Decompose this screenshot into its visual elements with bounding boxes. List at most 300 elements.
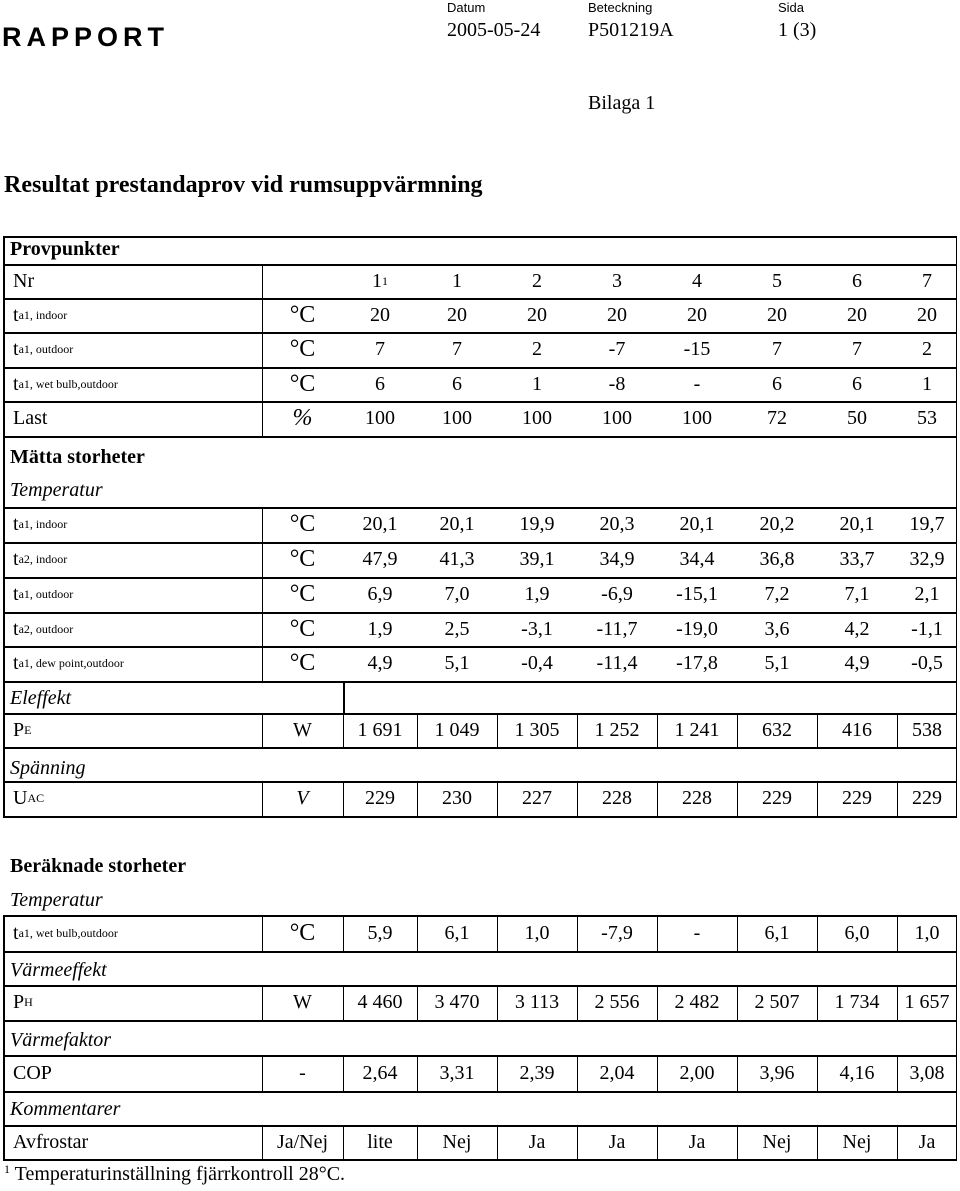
- value-cell: [737, 781, 817, 816]
- value-cell: [817, 264, 897, 298]
- value-cell: [657, 401, 737, 436]
- value-text: 36,8: [759, 548, 795, 570]
- value-text: 34,9: [599, 548, 635, 570]
- value-cell: [497, 401, 577, 436]
- varmeeffekt-heading: Värmeeffekt: [10, 959, 107, 981]
- value-text: 100: [365, 407, 395, 429]
- table-row: [0, 612, 960, 646]
- row-label: [3, 507, 262, 542]
- value-text: 20: [767, 303, 787, 326]
- value-text: 4,16: [839, 1061, 875, 1084]
- value-text: 33,7: [839, 548, 875, 570]
- table-rule: [262, 781, 263, 816]
- value-cell: [657, 781, 737, 816]
- table-rule: [497, 781, 498, 816]
- value-text: 20: [607, 303, 627, 326]
- value-cell: [897, 298, 957, 332]
- value-text: 2,04: [599, 1061, 635, 1084]
- value-text: 1 657: [904, 991, 950, 1013]
- value-cell: [817, 367, 897, 401]
- value-text: 632: [762, 718, 792, 741]
- value-cell: [897, 646, 957, 681]
- value-cell: [737, 298, 817, 332]
- varmefaktor-heading: Värmefaktor: [10, 1029, 112, 1051]
- value-text: 229: [912, 787, 942, 809]
- value-text: 1 691: [357, 718, 403, 741]
- value-cell: [737, 401, 817, 436]
- value-cell: [897, 401, 957, 436]
- value-cell: [577, 264, 657, 298]
- value-cell: [417, 264, 497, 298]
- value-text: -7: [608, 338, 626, 360]
- row-label: [3, 542, 262, 577]
- value-text: 3 113: [514, 991, 560, 1013]
- value-cell: [497, 646, 577, 681]
- value-cell: [577, 1055, 657, 1091]
- table-rule: [657, 915, 658, 951]
- value-text: -: [693, 372, 701, 395]
- value-cell: [737, 264, 817, 298]
- table-rule: [956, 747, 958, 781]
- value-cell: [577, 985, 657, 1020]
- value-text: 6,1: [764, 921, 790, 944]
- value-cell: [417, 985, 497, 1020]
- row-label-text: t: [13, 583, 19, 605]
- value-cell: [343, 713, 417, 747]
- row-label-text: P: [13, 991, 25, 1013]
- value-cell: [737, 985, 817, 1020]
- table-rule: [262, 264, 263, 298]
- value-cell: [737, 332, 817, 367]
- unit-cell: Ja/Nej: [276, 1130, 329, 1153]
- bilaga-label: Bilaga 1: [588, 92, 656, 114]
- value-text: Ja: [608, 1130, 626, 1153]
- value-cell: [897, 612, 957, 646]
- table-rule: [956, 1091, 958, 1125]
- table-rule: [262, 713, 263, 747]
- value-text: 6: [852, 269, 862, 292]
- value-cell: [343, 985, 417, 1020]
- beteckning-value: P501219A: [588, 19, 674, 41]
- value-text: 5,1: [764, 652, 790, 674]
- value-cell: [577, 781, 657, 816]
- table-rule: [262, 542, 263, 577]
- value-cell: [897, 1125, 957, 1159]
- table-row: [0, 915, 960, 951]
- value-text: 1,0: [914, 921, 940, 944]
- value-text: 229: [762, 787, 792, 809]
- value-text: 1: [452, 269, 462, 292]
- table-rule: [497, 1125, 498, 1159]
- unit-cell: °C: [289, 581, 316, 607]
- beraknade-heading: Beräknade storheter: [10, 855, 187, 877]
- value-cell: [657, 915, 737, 951]
- value-text: 6: [772, 372, 782, 395]
- value-text: 2: [922, 338, 932, 360]
- table-rule: [956, 1020, 958, 1055]
- table-rule: [897, 713, 898, 747]
- value-text: -0,4: [521, 652, 553, 674]
- row-label-text: t: [13, 652, 19, 674]
- table-rule: [343, 713, 344, 747]
- value-cell: [817, 781, 897, 816]
- provpunkter-heading: Provpunkter: [10, 238, 120, 260]
- value-cell: [897, 985, 957, 1020]
- value-cell: [343, 401, 417, 436]
- value-cell: [897, 781, 957, 816]
- value-text: 3,6: [764, 617, 790, 640]
- table-rule: [343, 985, 344, 1020]
- unit-cell: %: [292, 405, 313, 431]
- table-rule: [817, 781, 818, 816]
- unit-cell: W: [293, 991, 312, 1013]
- value-cell: [737, 507, 817, 542]
- table-rule: [737, 1055, 738, 1091]
- value-cell: [343, 1125, 417, 1159]
- value-text: Ja: [528, 1130, 546, 1153]
- value-text: -: [693, 921, 701, 944]
- unit-cell: V: [296, 787, 309, 809]
- value-text: 19,7: [909, 513, 945, 535]
- unit-cell: -: [299, 1061, 306, 1084]
- value-text: Ja: [918, 1130, 936, 1153]
- table-rule: [343, 915, 344, 951]
- table-rule: [3, 436, 5, 472]
- page-title: Resultat prestandaprov vid rumsuppvärmning: [4, 172, 483, 198]
- value-text: 5,9: [367, 921, 393, 944]
- row-label-text: Nr: [13, 269, 35, 292]
- table-rule: [956, 436, 958, 472]
- value-cell: [577, 367, 657, 401]
- value-cell: [737, 542, 817, 577]
- value-cell: [737, 367, 817, 401]
- value-text: 4: [692, 269, 702, 292]
- value-cell: [577, 915, 657, 951]
- value-cell: [737, 1055, 817, 1091]
- table-rule: [956, 236, 958, 264]
- value-cell: [897, 367, 957, 401]
- row-label-text: U: [13, 787, 28, 809]
- value-text: 1 734: [834, 991, 880, 1013]
- table-rule: [737, 713, 738, 747]
- value-text: 34,4: [679, 548, 715, 570]
- value-text: 39,1: [519, 548, 555, 570]
- value-text: 2: [532, 338, 542, 360]
- value-text: 20,1: [362, 513, 398, 535]
- unit-cell: °C: [289, 919, 316, 946]
- value-cell: [897, 577, 957, 612]
- value-text: 19,9: [519, 513, 555, 535]
- value-cell: [817, 646, 897, 681]
- value-text: -6,9: [601, 583, 633, 605]
- value-cell: [577, 646, 657, 681]
- unit-cell: [262, 264, 343, 298]
- row-label-subscript: a1, outdoor: [18, 342, 74, 356]
- value-cell: [657, 985, 737, 1020]
- value-cell: [817, 1125, 897, 1159]
- value-text: 1 252: [594, 718, 640, 741]
- value-cell: [817, 985, 897, 1020]
- value-cell: [417, 401, 497, 436]
- value-cell: [497, 367, 577, 401]
- row-label: [3, 713, 262, 747]
- table-rule: [262, 985, 263, 1020]
- value-text: -7,9: [601, 921, 633, 944]
- table-rule: [3, 472, 5, 507]
- value-cell: [897, 542, 957, 577]
- value-cell: [497, 298, 577, 332]
- table-rule: [262, 577, 263, 612]
- value-text: 3,08: [909, 1061, 945, 1084]
- value-text: 1,0: [524, 921, 550, 944]
- value-text: 7: [772, 338, 782, 360]
- table-rule: [3, 1091, 957, 1093]
- row-label-subscript: a1, outdoor: [18, 587, 74, 601]
- value-cell: [737, 646, 817, 681]
- value-text: 230: [442, 787, 472, 809]
- table-rule: [417, 915, 418, 951]
- value-text: 1,9: [524, 583, 550, 605]
- value-text: Nej: [762, 1130, 792, 1153]
- value-text: 3,96: [759, 1061, 795, 1084]
- value-text: 7,0: [444, 583, 470, 605]
- row-label-subscript: a2, indoor: [18, 552, 68, 566]
- table-rule: [262, 1125, 263, 1159]
- unit-cell: °C: [289, 615, 316, 642]
- value-text: 1: [922, 372, 932, 395]
- table-rule: [262, 401, 263, 436]
- table-rule: [343, 781, 344, 816]
- value-text: 32,9: [909, 548, 945, 570]
- row-label: [3, 1125, 262, 1159]
- value-cell: [577, 542, 657, 577]
- value-text: 4,9: [367, 652, 393, 674]
- value-text: 20: [687, 303, 707, 326]
- value-cell: [417, 577, 497, 612]
- value-text: 7,1: [844, 583, 870, 605]
- value-text: 100: [602, 407, 632, 429]
- value-cell: [497, 1055, 577, 1091]
- footnote-mark: 1: [4, 1162, 10, 1176]
- row-label-subscript: a2, outdoor: [18, 621, 74, 636]
- value-text: 1 049: [434, 718, 480, 741]
- row-label-text: t: [13, 548, 19, 570]
- value-cell: [497, 542, 577, 577]
- table-rule: [737, 915, 738, 951]
- value-cell: [577, 507, 657, 542]
- row-label-subscript: a1, dew point,outdoor: [18, 656, 124, 670]
- table-row: [0, 264, 960, 298]
- value-cell: [497, 781, 577, 816]
- table-rule: [262, 367, 263, 401]
- value-cell: [417, 781, 497, 816]
- value-text: -8: [608, 372, 626, 395]
- table-rule: [3, 436, 957, 438]
- table-rule: [3, 951, 5, 985]
- value-cell: [343, 298, 417, 332]
- row-label-text: t: [13, 303, 19, 326]
- table-rule: [3, 236, 957, 238]
- table-rule: [897, 1125, 898, 1159]
- value-text: 1: [532, 372, 542, 395]
- row-label-subscript: E: [24, 722, 32, 737]
- row-label-text: t: [13, 372, 19, 395]
- value-text: 20: [917, 303, 937, 326]
- table-rule: [657, 781, 658, 816]
- value-text: 2,1: [914, 583, 940, 605]
- value-text: -3,1: [521, 617, 553, 640]
- value-text: 2: [532, 269, 542, 292]
- unit-cell: W: [293, 718, 312, 741]
- value-text: 20: [370, 303, 390, 326]
- value-text: 20,1: [439, 513, 475, 535]
- row-label: [3, 646, 262, 681]
- sida-value: 1 (3): [778, 19, 817, 41]
- table-row: [0, 781, 960, 816]
- value-cell: [577, 612, 657, 646]
- value-cell: [897, 507, 957, 542]
- footnote: [4, 1163, 345, 1186]
- table-rule: [343, 1125, 344, 1159]
- row-label: [3, 577, 262, 612]
- table-rule: [737, 781, 738, 816]
- value-text: 53: [917, 407, 937, 429]
- table-rule: [3, 816, 957, 818]
- value-text: 7: [375, 338, 385, 360]
- table-rule: [657, 1125, 658, 1159]
- value-text: 7: [452, 338, 462, 360]
- row-label: [3, 264, 262, 298]
- value-text: 50: [847, 407, 867, 429]
- value-text: 1 241: [674, 718, 720, 741]
- value-cell: [417, 915, 497, 951]
- value-cell: [577, 1125, 657, 1159]
- table-rule: [897, 985, 898, 1020]
- row-label-subscript: a1, indoor: [18, 517, 68, 531]
- table-rule: [3, 1020, 957, 1022]
- table-rule: [3, 1159, 957, 1161]
- table-rule: [956, 951, 958, 985]
- value-text: 6,1: [444, 921, 470, 944]
- value-cell: [497, 264, 577, 298]
- value-text: 2,64: [362, 1061, 398, 1084]
- unit-cell: °C: [289, 336, 316, 362]
- value-cell: [817, 713, 897, 747]
- value-cell: [417, 1055, 497, 1091]
- value-text: 1: [372, 269, 382, 292]
- row-label-subscript: H: [24, 995, 33, 1009]
- value-text: 2,5: [444, 617, 470, 640]
- value-text: 538: [912, 718, 942, 741]
- row-label: [3, 781, 262, 816]
- table-rule: [737, 985, 738, 1020]
- value-text: 2 556: [594, 991, 640, 1013]
- table-rule: [577, 915, 578, 951]
- value-cell: [497, 577, 577, 612]
- row-label: [3, 612, 262, 646]
- table-rule: [3, 681, 5, 713]
- kommentarer-heading: Kommentarer: [10, 1098, 121, 1120]
- beraknade-temperatur-heading: Temperatur: [10, 889, 103, 911]
- value-cell: [897, 332, 957, 367]
- value-cell: [417, 367, 497, 401]
- footnote-text: Temperaturinställning fjärrkontroll 28°C.: [14, 1163, 346, 1185]
- table-rule: [577, 985, 578, 1020]
- row-label: [3, 915, 262, 951]
- value-cell: [657, 264, 737, 298]
- value-cell: [657, 1055, 737, 1091]
- value-cell: [817, 612, 897, 646]
- table-rule: [262, 298, 263, 332]
- table-rule: [657, 1055, 658, 1091]
- table-rule: [417, 1125, 418, 1159]
- value-text: 3,31: [439, 1061, 475, 1084]
- value-cell: [657, 577, 737, 612]
- value-text: 416: [842, 718, 872, 741]
- row-label-subscript: a1, indoor: [18, 307, 68, 322]
- value-cell: [497, 507, 577, 542]
- table-rule: [817, 1125, 818, 1159]
- value-text: 2,39: [519, 1061, 555, 1084]
- table-rule: [262, 1055, 263, 1091]
- row-label: [3, 401, 262, 436]
- value-text: 7: [922, 269, 932, 292]
- value-text: -11,4: [596, 652, 638, 674]
- value-cell: [497, 332, 577, 367]
- value-text: 2,00: [679, 1061, 715, 1084]
- table-row: [0, 542, 960, 577]
- table-rule: [3, 236, 5, 264]
- table-rule: [3, 747, 957, 749]
- value-text: lite: [367, 1130, 393, 1153]
- value-text: 47,9: [362, 548, 398, 570]
- table-rule: [262, 507, 263, 542]
- value-text: 3 470: [434, 991, 480, 1013]
- value-text: Nej: [842, 1130, 872, 1153]
- row-label-text: Last: [13, 407, 48, 429]
- value-text: 4,2: [844, 617, 870, 640]
- value-cell: [343, 915, 417, 951]
- table-rule: [417, 713, 418, 747]
- table-rule: [897, 1055, 898, 1091]
- row-label-subscript: a1, wet bulb,outdoor: [18, 925, 118, 940]
- table-row: [0, 332, 960, 367]
- value-text: 228: [682, 787, 712, 809]
- value-text: -15,1: [676, 583, 718, 605]
- value-cell: [497, 1125, 577, 1159]
- table-rule: [577, 1125, 578, 1159]
- value-cell: [343, 332, 417, 367]
- value-text: 20: [847, 303, 867, 326]
- table-rule: [956, 472, 958, 507]
- value-text: 1 305: [514, 718, 560, 741]
- row-label-subscript: a1, wet bulb,outdoor: [18, 376, 118, 391]
- value-text: 20,2: [759, 513, 795, 535]
- table-row: [0, 401, 960, 436]
- value-cell: [417, 612, 497, 646]
- table-row: [0, 646, 960, 681]
- unit-cell: °C: [289, 546, 316, 572]
- table-rule: [657, 713, 658, 747]
- unit-cell: °C: [289, 650, 316, 676]
- value-cell: [497, 612, 577, 646]
- value-cell: [577, 332, 657, 367]
- value-cell: [817, 507, 897, 542]
- row-label: [3, 298, 262, 332]
- value-cell: [343, 781, 417, 816]
- value-cell: [897, 264, 957, 298]
- value-cell: [417, 507, 497, 542]
